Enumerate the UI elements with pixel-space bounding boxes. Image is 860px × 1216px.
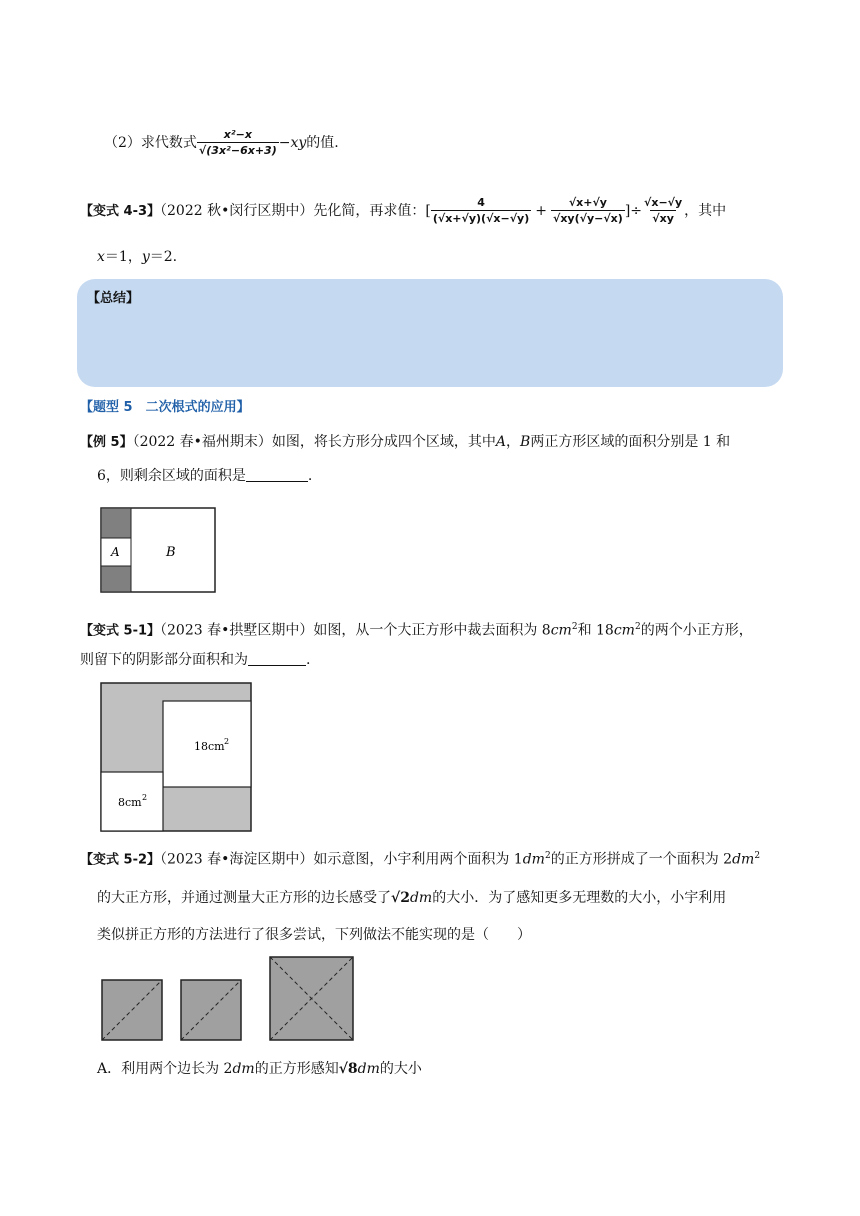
y-value: ＝2. [149,249,178,265]
variant-5-2-line2 [97,888,726,908]
divide-sign: ]÷ [624,203,643,219]
bracket-open: [ [425,203,431,219]
option-A-unit: dm [232,1061,255,1077]
plus-sign: + [535,203,547,219]
variant-5-2-line3: 类似拼正方形的方法进行了很多尝试，下列做法不能实现的是（ ） [97,927,531,943]
summary-title: 【总结】 [87,291,140,306]
shaded-region-top [101,508,131,538]
small-square-2 [181,980,241,1040]
example-5-line2 [97,466,312,486]
variant-5-2-text-d: 的大小．为了感知更多无理数的大小，小宇利用 [432,890,727,906]
label-18: 18cm [194,740,225,753]
label-8-sup: 2 [142,793,148,802]
variant-5-1-line2 [80,650,310,670]
var-y: y [141,249,150,265]
unit-sup-1: 2 [571,622,578,632]
fraction-1-den: (√x+√y)(√x−√y) [432,212,530,225]
example-5-line1 [80,432,730,453]
variant-5-1-figure [100,682,254,834]
answer-blank-2 [248,651,306,666]
example-5-text-c: 6，则剩余区域的面积是 [97,468,246,484]
label-8: 8cm [118,796,142,809]
fraction-1 [431,196,531,226]
summary-box [77,279,783,387]
option-A-text-c: 的大小 [379,1061,422,1077]
example-5-figure [100,507,218,595]
q2-frac-den: √(3x²−6x+3) [198,144,277,157]
shaded-region-bottom [101,566,131,592]
small-square-1 [102,980,162,1040]
example-5-comma: ， [506,434,521,450]
example-5-text-b: 两正方形区域的面积分别是 1 和 [530,434,731,450]
figure-label-B: B [166,545,176,560]
q2-suffix-minus: − [278,135,291,151]
variant-5-1-text-a: （2023 春•拱墅区期中）如图，从一个大正方形中裁去面积为 8 [160,622,551,639]
fraction-3-den: √xy [652,212,674,225]
q2-suffix-var: xy [290,135,307,151]
x-value: ＝1， [104,249,142,265]
q2-prefix: （2）求代数式 [104,135,197,151]
fraction-2 [551,196,625,226]
q2-frac-num: x²−x [223,128,252,141]
option-A-text-b: 的正方形感知 [254,1061,339,1077]
unit-sup-2: 2 [634,622,641,632]
variant-4-3-line2 [97,247,177,267]
unit-dm-sup-1: 2 [544,851,551,861]
variant-4-3-text: （2022 秋•闵行区期中）先化简，再求值： [160,203,426,219]
variant-5-2-figure [100,955,356,1043]
large-square [270,957,353,1040]
sqrt-8: √8 [338,1061,358,1077]
variant-5-1-text-b: 和 18 [577,622,614,639]
variant-5-1-tag: 【变式 5-1】 [80,623,161,639]
unit-dm-1: dm [522,851,545,868]
example-5-period: . [307,468,313,484]
answer-blank [246,467,308,482]
variant-4-3-tail: ，其中 [684,203,727,219]
variant-5-1-line1 [80,617,753,642]
example-5-text-a: （2022 春•福州期末）如图，将长方形分成四个区域，其中 [132,434,496,450]
variant-4-3-tag: 【变式 4-3】 [80,204,161,219]
variant-5-2-tag: 【变式 5-2】 [80,852,161,868]
section-5-heading: 【题型 5 二次根式的应用】 [80,400,250,415]
label-18-sup: 2 [224,737,230,746]
unit-dm-sup-2: 2 [754,851,761,861]
variant-5-2-text-c: 的大正方形，并通过测量大正方形的边长感受了 [97,890,391,906]
variant-4-3-line1 [80,196,726,226]
variant-5-1-period: . [306,652,311,668]
label-A: A [495,434,507,450]
q2-suffix: 的值. [306,135,339,151]
fraction-1-num: 4 [477,196,485,209]
variant-5-2-text-b: 的正方形拼成了一个面积为 2 [550,851,733,868]
variant-5-2-line1 [80,846,760,871]
unit-dm-3: dm [409,890,433,906]
q2-fraction [197,128,279,158]
sqrt-2: √2 [391,890,410,906]
fraction-3 [642,196,684,226]
unit-cm-2: cm [613,622,635,639]
variant-5-1-text-c: 的两个小正方形， [640,622,753,639]
unit-cm-1: cm [550,622,572,639]
var-x: x [97,249,105,265]
variant-5-2-text-a: （2023 春•海淀区期中）如示意图，小宇利用两个面积为 1 [160,851,523,868]
figure-label-A: A [111,545,120,559]
option-A[interactable] [97,1059,422,1079]
option-A-unit-2: dm [357,1061,380,1077]
unit-dm-2: dm [732,851,755,868]
label-B: B [520,434,531,450]
fraction-3-num: √x−√y [644,196,683,209]
variant-5-1-text-d: 则留下的阴影部分面积和为 [80,652,248,668]
option-A-text-a: A．利用两个边长为 2 [97,1061,233,1077]
fraction-2-den: √xy(√y−√x) [552,212,623,225]
fraction-2-num: √x+√y [568,196,607,209]
example-5-tag: 【例 5】 [80,435,133,450]
question-2 [104,128,339,158]
